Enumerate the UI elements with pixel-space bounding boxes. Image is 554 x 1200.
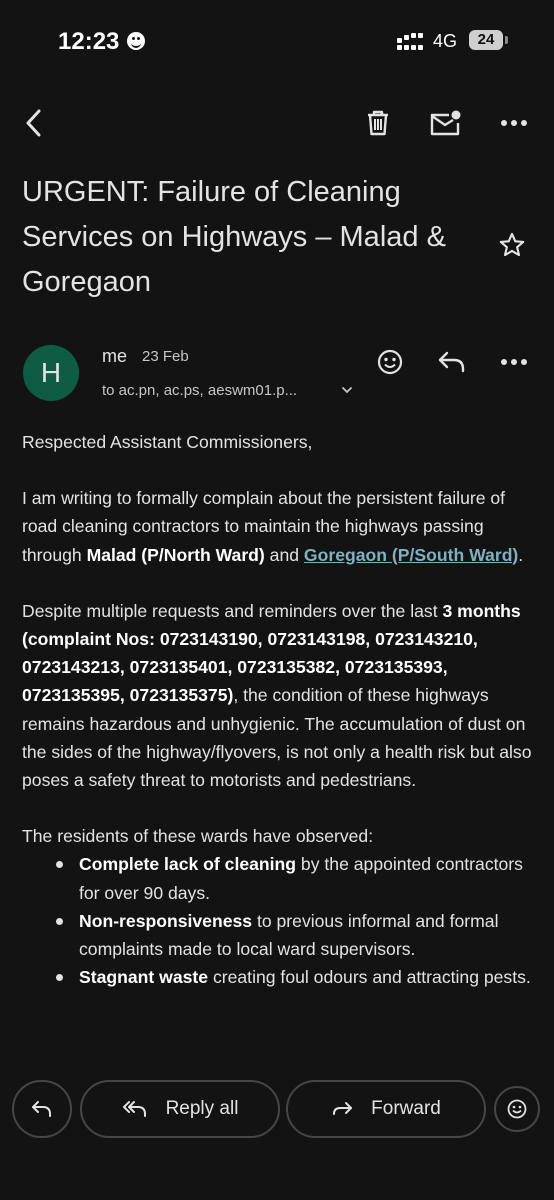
reply-icon	[31, 1100, 53, 1118]
status-time: 12:23	[58, 28, 120, 55]
signal-icon	[397, 33, 423, 51]
network-type: 4G	[433, 31, 458, 51]
emoji-reaction-button[interactable]	[494, 1086, 540, 1132]
reply-button[interactable]	[12, 1080, 72, 1138]
email-paragraph-1: I am writing to formally complain about the persistent failure of road cleaning contractors to maintain the highways passing through Malad (P/North Ward) and Goregaon (P/South Ward).	[22, 488, 524, 565]
star-button[interactable]	[493, 226, 531, 264]
email-paragraph-2: Despite multiple requests and reminders over the last 3 months (complaint Nos: 0723143190, 0723143198, 0723143210, 0723143213, 0723135401, 0723135382, 0723135393, 0723135395, 0723135375), the condition of these highways remains hazardous and unhygienic. The accumulation of dust on the sides of the highway/flyovers, is not only a health risk but also poses a safety threat to motorists and pedestrians.	[22, 600, 532, 791]
forward-label: Forward	[371, 1098, 441, 1119]
mark-unread-button[interactable]	[424, 103, 468, 143]
email-paragraph-3: The residents of these wards have observed:	[22, 826, 374, 847]
top-app-bar	[0, 95, 554, 151]
forward-icon	[331, 1100, 353, 1118]
smiley-icon	[376, 348, 404, 376]
forward-button[interactable]	[286, 1080, 486, 1138]
status-emoji-icon	[127, 32, 145, 50]
chevron-down-icon[interactable]	[340, 384, 354, 396]
back-arrow-icon	[23, 108, 45, 138]
list-item: Stagnant waste creating foul odours and attracting pests.	[79, 963, 532, 991]
reply-all-label: Reply all	[165, 1098, 239, 1119]
mail-unread-icon	[429, 109, 463, 137]
delete-button[interactable]	[358, 103, 398, 143]
back-button[interactable]	[14, 103, 54, 143]
more-horizontal-icon	[501, 358, 527, 366]
observations-list	[22, 850, 532, 991]
trash-icon	[365, 109, 391, 137]
reply-all-icon	[122, 1100, 148, 1118]
email-greeting: Respected Assistant Commissioners,	[22, 432, 313, 452]
star-icon	[498, 231, 526, 259]
add-reaction-button[interactable]	[370, 342, 410, 382]
more-horizontal-icon	[501, 119, 527, 127]
email-date: 23 Feb	[142, 348, 189, 365]
reply-all-button[interactable]	[80, 1080, 280, 1138]
recipients-summary[interactable]: to ac.pn, ac.ps, aeswm01.p...	[102, 382, 298, 399]
email-body	[22, 428, 532, 991]
email-subject: URGENT: Failure of Cleaning Services on Highways – Malad & Goregaon	[22, 176, 446, 298]
list-item: Complete lack of cleaning by the appointed contractors for over 90 days.	[79, 850, 532, 906]
reply-button-header[interactable]	[432, 342, 472, 382]
bottom-action-bar	[0, 1066, 554, 1200]
status-bar	[0, 0, 554, 80]
message-more-button[interactable]	[494, 342, 534, 382]
goregaon-link[interactable]: Goregaon (P/South Ward)	[303, 544, 519, 565]
reply-icon	[437, 350, 467, 374]
battery-tip	[505, 36, 508, 44]
sender-avatar[interactable]: H	[23, 345, 79, 401]
battery-indicator: 24	[469, 30, 503, 50]
more-options-button[interactable]	[494, 103, 534, 143]
sender-name: me	[102, 346, 128, 366]
smiley-icon	[506, 1098, 528, 1120]
list-item: Non-responsiveness to previous informal and formal complaints made to local ward supervisors.	[79, 907, 532, 963]
